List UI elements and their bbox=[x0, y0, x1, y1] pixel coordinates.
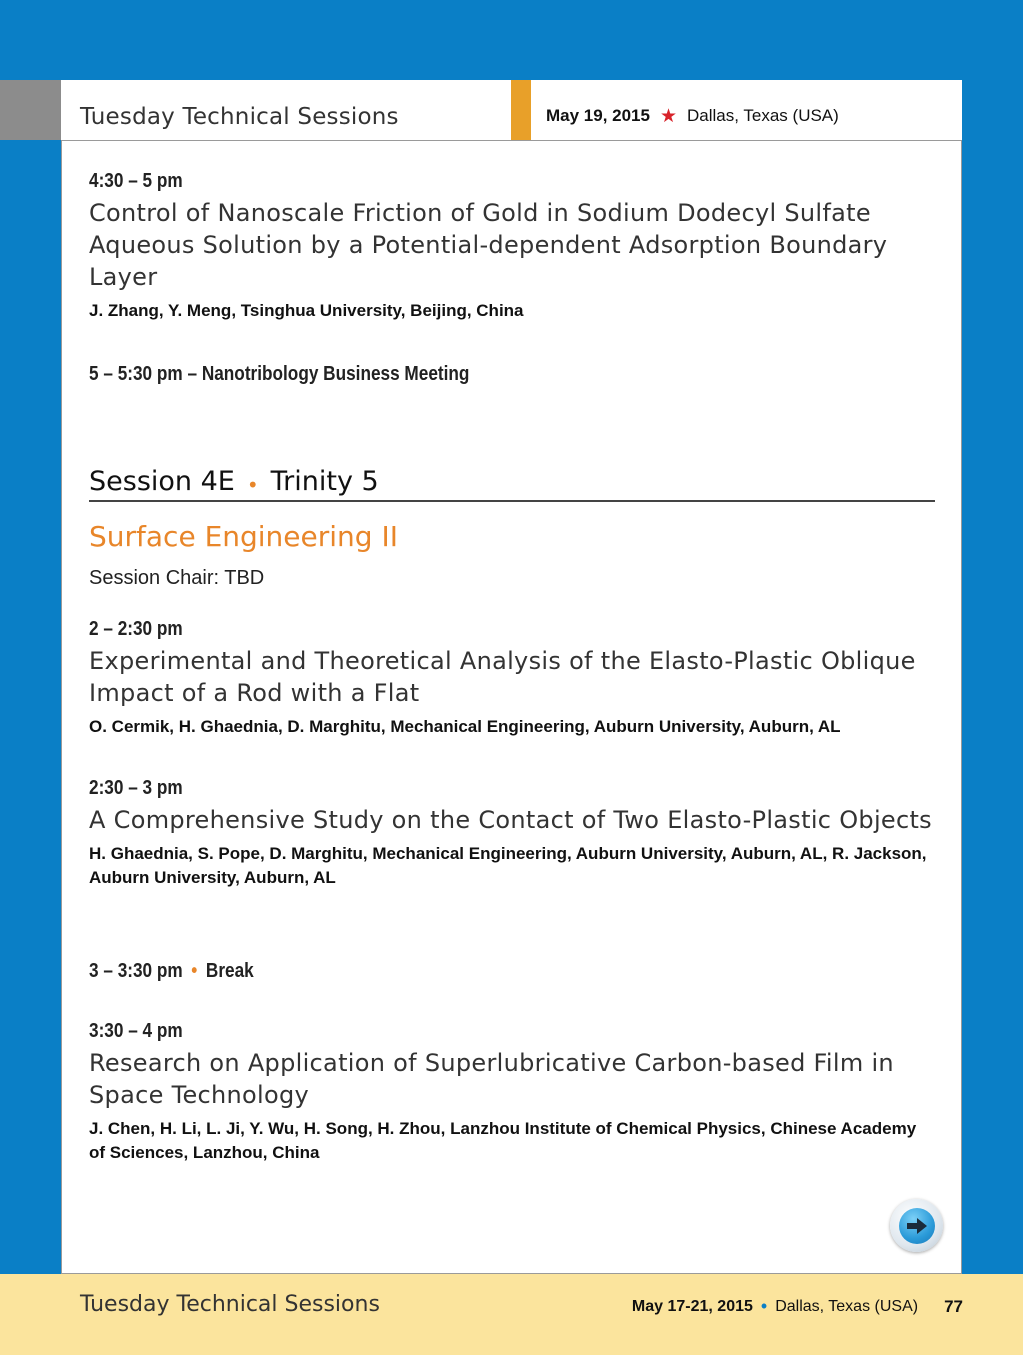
business-meeting-line: 5 – 5:30 pm – Nanotribology Business Meeting bbox=[89, 363, 470, 385]
talk-time: 4:30 – 5 pm bbox=[89, 170, 183, 192]
talk-authors: H. Ghaednia, S. Pope, D. Marghitu, Mechanical Engineering, Auburn University, Auburn, AL, R. Jackson, Auburn University, Auburn, AL bbox=[89, 844, 927, 887]
next-arrow-icon bbox=[899, 1208, 935, 1244]
next-page-button[interactable] bbox=[890, 1199, 943, 1252]
talk-time: 2 – 2:30 pm bbox=[89, 618, 183, 640]
talk-item bbox=[89, 1020, 935, 1165]
page-number: 77 bbox=[944, 1296, 963, 1316]
dot-separator-icon: • bbox=[760, 1296, 768, 1316]
session-chair: Session Chair: TBD bbox=[89, 567, 265, 589]
footer-date: May 17-21, 2015 bbox=[631, 1297, 753, 1315]
page-footer bbox=[0, 1274, 1023, 1355]
talk-title: Experimental and Theoretical Analysis of the Elasto-Plastic Oblique Impact of a Rod with a Flat bbox=[89, 647, 916, 707]
talk-authors: J. Chen, H. Li, L. Ji, Y. Wu, H. Song, H. Zhou, Lanzhou Institute of Chemical Physics, Chinese Academy of Sciences, Lanzhou, China bbox=[89, 1119, 917, 1162]
talk-title: Control of Nanoscale Friction of Gold in Sodium Dodecyl Sulfate Aqueous Solution by a Potential-dependent Adsorption Boundary Layer bbox=[89, 199, 888, 291]
break-label: Break bbox=[205, 960, 254, 982]
talk-item bbox=[89, 777, 935, 890]
footer-info bbox=[632, 1296, 963, 1317]
break-time: 3 – 3:30 pm bbox=[89, 960, 183, 982]
header-date-location bbox=[546, 106, 839, 126]
break-line bbox=[89, 960, 817, 983]
gray-tab bbox=[0, 80, 61, 140]
talk-title: Research on Application of Superlubricative Carbon-based Film in Space Technology bbox=[89, 1049, 894, 1109]
talk-authors: J. Zhang, Y. Meng, Tsinghua University, Beijing, China bbox=[89, 301, 524, 320]
break-item bbox=[89, 960, 935, 983]
session-heading bbox=[89, 466, 935, 502]
header-title: Tuesday Technical Sessions bbox=[80, 104, 399, 130]
page-header bbox=[61, 80, 962, 141]
session-name: Surface Engineering II bbox=[89, 520, 398, 553]
header-place: Dallas, Texas (USA) bbox=[687, 106, 839, 125]
header-date: May 19, 2015 bbox=[546, 106, 650, 125]
talk-time: 2:30 – 3 pm bbox=[89, 777, 183, 799]
footer-place: Dallas, Texas (USA) bbox=[775, 1297, 919, 1315]
orange-tab bbox=[511, 80, 531, 140]
talk-item bbox=[89, 618, 935, 739]
talk-time: 3:30 – 4 pm bbox=[89, 1020, 183, 1042]
star-icon: ★ bbox=[659, 105, 678, 127]
session-number: Session 4E bbox=[89, 466, 235, 497]
talk-item bbox=[89, 170, 935, 323]
dot-separator-icon: • bbox=[246, 473, 259, 497]
session-room: Trinity 5 bbox=[270, 466, 379, 497]
talk-authors: O. Cermik, H. Ghaednia, D. Marghitu, Mechanical Engineering, Auburn University, Auburn, AL bbox=[89, 717, 841, 736]
talk-title: A Comprehensive Study on the Contact of Two Elasto-Plastic Objects bbox=[89, 806, 932, 834]
footer-title: Tuesday Technical Sessions bbox=[80, 1292, 380, 1317]
business-meeting bbox=[89, 363, 935, 386]
dot-separator-icon: • bbox=[191, 960, 198, 982]
